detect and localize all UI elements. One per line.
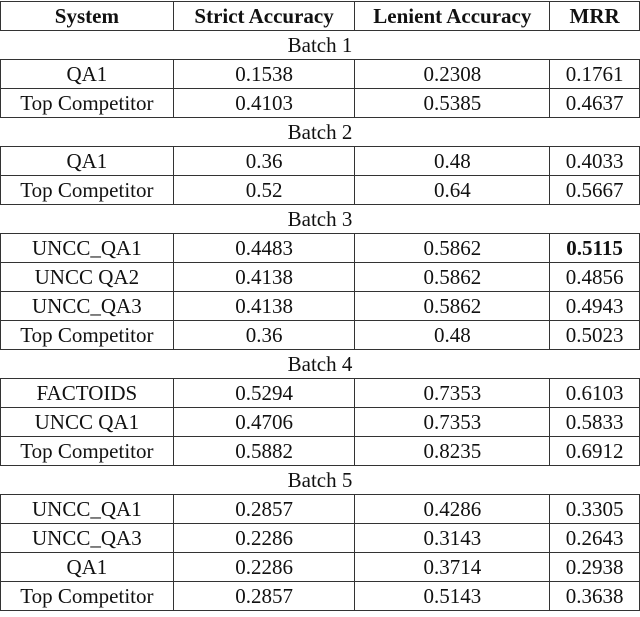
cell-system: Top Competitor — [1, 437, 174, 466]
table-row — [1, 263, 640, 292]
cell-mrr: 0.4637 — [550, 89, 640, 118]
batch-label-row — [1, 118, 640, 147]
table-row — [1, 437, 640, 466]
cell-strict: 0.4138 — [173, 292, 355, 321]
cell-lenient: 0.48 — [355, 321, 550, 350]
cell-system: Top Competitor — [1, 176, 174, 205]
header-row — [1, 2, 640, 31]
cell-lenient: 0.2308 — [355, 60, 550, 89]
cell-lenient: 0.3714 — [355, 553, 550, 582]
cell-lenient: 0.4286 — [355, 495, 550, 524]
batch-label-row — [1, 205, 640, 234]
table-row — [1, 321, 640, 350]
table-row — [1, 582, 640, 611]
cell-mrr: 0.4856 — [550, 263, 640, 292]
cell-strict: 0.52 — [173, 176, 355, 205]
cell-strict: 0.2286 — [173, 524, 355, 553]
table-row — [1, 524, 640, 553]
cell-strict: 0.2286 — [173, 553, 355, 582]
cell-system: UNCC_QA3 — [1, 292, 174, 321]
batch-label: Batch 2 — [1, 118, 640, 147]
cell-strict: 0.4103 — [173, 89, 355, 118]
table-row — [1, 234, 640, 263]
cell-strict: 0.2857 — [173, 582, 355, 611]
cell-strict: 0.1538 — [173, 60, 355, 89]
cell-mrr: 0.6912 — [550, 437, 640, 466]
cell-lenient: 0.48 — [355, 147, 550, 176]
batch-label-row — [1, 31, 640, 60]
cell-mrr: 0.2643 — [550, 524, 640, 553]
header-lenient-accuracy: Lenient Accuracy — [355, 2, 550, 31]
table-row — [1, 147, 640, 176]
header-strict-accuracy: Strict Accuracy — [173, 2, 355, 31]
batch-label-row — [1, 466, 640, 495]
cell-system: QA1 — [1, 553, 174, 582]
cell-lenient: 0.7353 — [355, 379, 550, 408]
cell-mrr: 0.2938 — [550, 553, 640, 582]
cell-mrr: 0.5023 — [550, 321, 640, 350]
cell-mrr: 0.4033 — [550, 147, 640, 176]
cell-strict: 0.4138 — [173, 263, 355, 292]
table-row — [1, 495, 640, 524]
cell-strict: 0.36 — [173, 147, 355, 176]
cell-lenient: 0.5385 — [355, 89, 550, 118]
table-row — [1, 176, 640, 205]
cell-strict: 0.4706 — [173, 408, 355, 437]
cell-system: QA1 — [1, 147, 174, 176]
table-row — [1, 408, 640, 437]
cell-lenient: 0.64 — [355, 176, 550, 205]
batch-label: Batch 3 — [1, 205, 640, 234]
header-mrr: MRR — [550, 2, 640, 31]
table-row — [1, 60, 640, 89]
batch-label: Batch 1 — [1, 31, 640, 60]
cell-mrr: 0.6103 — [550, 379, 640, 408]
cell-strict: 0.2857 — [173, 495, 355, 524]
cell-strict: 0.36 — [173, 321, 355, 350]
cell-lenient: 0.5862 — [355, 234, 550, 263]
cell-lenient: 0.5862 — [355, 292, 550, 321]
cell-lenient: 0.5143 — [355, 582, 550, 611]
table-row — [1, 379, 640, 408]
table-row — [1, 292, 640, 321]
cell-mrr: 0.5833 — [550, 408, 640, 437]
cell-lenient: 0.3143 — [355, 524, 550, 553]
batch-label: Batch 4 — [1, 350, 640, 379]
cell-system: UNCC_QA1 — [1, 495, 174, 524]
table-row — [1, 89, 640, 118]
cell-system: Top Competitor — [1, 582, 174, 611]
cell-lenient: 0.8235 — [355, 437, 550, 466]
cell-system: UNCC QA2 — [1, 263, 174, 292]
cell-system: Top Competitor — [1, 321, 174, 350]
batch-label-row — [1, 350, 640, 379]
cell-system: QA1 — [1, 60, 174, 89]
cell-strict: 0.5294 — [173, 379, 355, 408]
cell-system: UNCC_QA3 — [1, 524, 174, 553]
table-row — [1, 553, 640, 582]
table-body — [1, 31, 640, 611]
cell-mrr: 0.5115 — [550, 234, 640, 263]
cell-system: UNCC_QA1 — [1, 234, 174, 263]
header-system: System — [1, 2, 174, 31]
cell-strict: 0.4483 — [173, 234, 355, 263]
cell-mrr: 0.1761 — [550, 60, 640, 89]
cell-system: UNCC QA1 — [1, 408, 174, 437]
results-table — [0, 1, 640, 611]
cell-strict: 0.5882 — [173, 437, 355, 466]
cell-mrr: 0.5667 — [550, 176, 640, 205]
cell-lenient: 0.7353 — [355, 408, 550, 437]
cell-system: Top Competitor — [1, 89, 174, 118]
cell-lenient: 0.5862 — [355, 263, 550, 292]
cell-mrr: 0.3638 — [550, 582, 640, 611]
cell-mrr: 0.4943 — [550, 292, 640, 321]
cell-mrr: 0.3305 — [550, 495, 640, 524]
batch-label: Batch 5 — [1, 466, 640, 495]
cell-system: FACTOIDS — [1, 379, 174, 408]
